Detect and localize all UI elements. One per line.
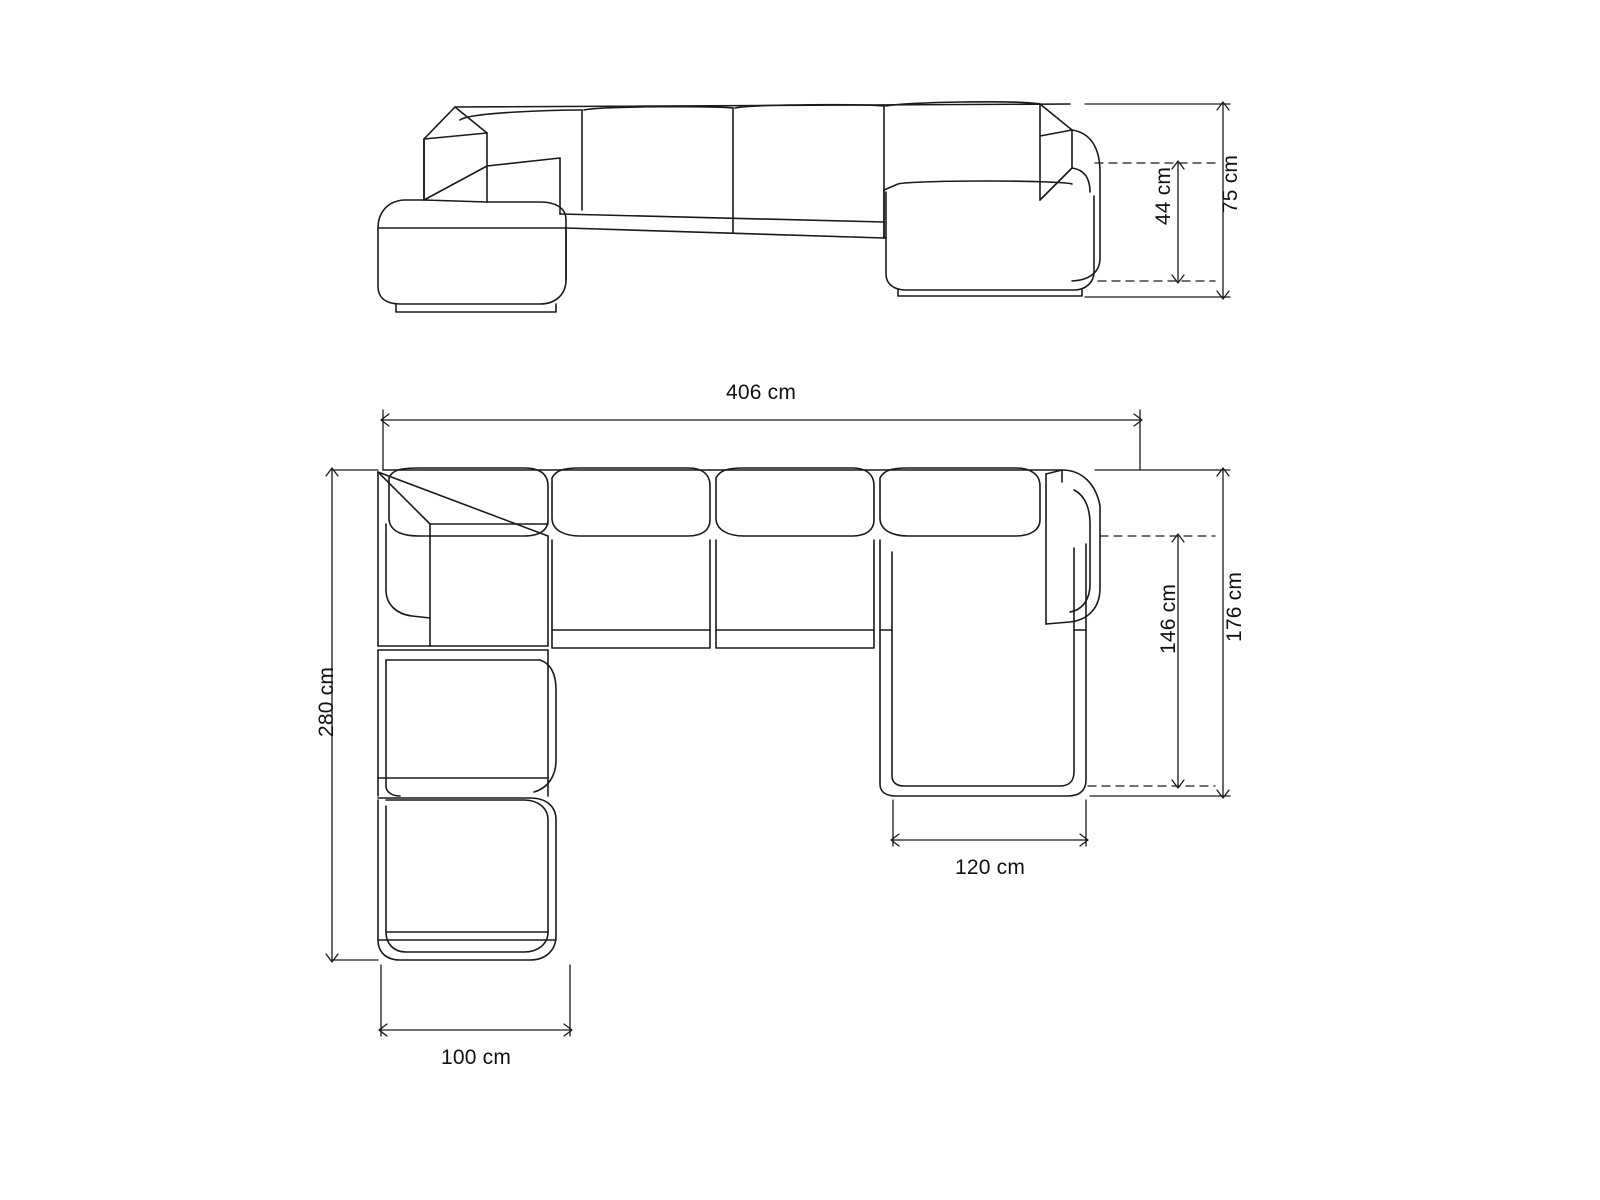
dimension-label-chaise-seat-depth: 146 cm: [1157, 583, 1180, 655]
front-perspective-view-group: [378, 102, 1100, 312]
dimension-label-seat-height: 44 cm: [1152, 166, 1175, 226]
dimension-label-chaise-width: 120 cm: [954, 856, 1026, 879]
dimension-label-total-depth: 280 cm: [315, 666, 338, 738]
dimension-label-module-width: 100 cm: [440, 1046, 512, 1069]
plan-view-dimension-lines: [326, 468, 1230, 1036]
dimension-label-total-height: 75 cm: [1219, 154, 1242, 214]
dimension-label-total-width: 406 cm: [725, 381, 797, 404]
total-width-dimension: [381, 410, 1142, 470]
top-plan-view-group: [378, 468, 1100, 960]
dimension-label-chaise-depth: 176 cm: [1223, 571, 1246, 643]
